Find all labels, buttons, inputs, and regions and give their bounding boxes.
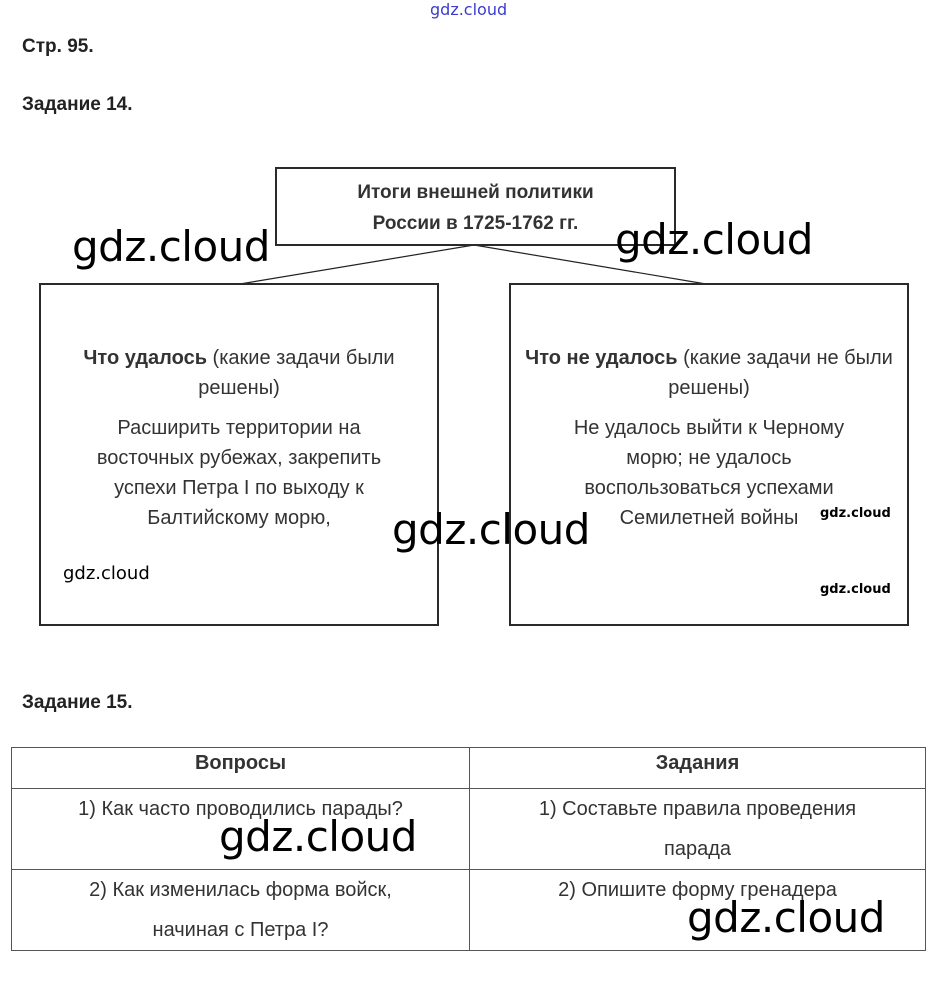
site-watermark: gdz.cloud	[430, 0, 508, 19]
root-line-2: России в 1725-1762 гг.	[372, 213, 579, 234]
task-15-title: Задание 15.	[22, 692, 133, 713]
watermark-mid: gdz.cloud	[63, 563, 150, 584]
watermark-big-3: gdz.cloud	[392, 505, 590, 554]
task-14-title: Задание 14.	[22, 94, 133, 115]
right-heading-bold: Что не удалось	[525, 347, 678, 369]
table-header-row	[12, 748, 926, 789]
connector-left	[240, 245, 474, 284]
left-heading-rest: (какие задачи были решены)	[198, 347, 395, 399]
question-1-text: 1) Как часто проводились парады?	[78, 798, 403, 820]
root-line-1: Итоги внешней политики	[357, 182, 594, 203]
watermark-small-2: gdz.cloud	[820, 582, 891, 597]
question-2-text: 2) Как изменилась форма войск, начиная с Петра I?	[89, 879, 392, 941]
table-header-questions: Вопросы	[12, 748, 470, 789]
table-cell-question-2	[12, 870, 470, 951]
table-cell-task-1	[470, 789, 926, 870]
right-body: Не удалось выйти к Черному морю; не удалось воспользоваться успехами Семилетней войны	[573, 417, 845, 529]
watermark-big-1: gdz.cloud	[72, 222, 270, 271]
right-heading-rest: (какие задачи не были решены)	[668, 347, 893, 399]
task-1-text: 1) Составьте правила проведения парада	[538, 798, 857, 860]
right-heading	[525, 343, 893, 403]
page-number-heading: Стр. 95.	[22, 36, 94, 57]
left-body: Расширить территории на восточных рубежах, закрепить успехи Петра I по выходу к Балтийскому морю,	[96, 417, 382, 529]
table-header-tasks: Задания	[470, 748, 926, 789]
table-row	[12, 789, 926, 870]
left-heading-bold: Что удалось	[83, 347, 207, 369]
left-heading	[55, 343, 423, 403]
task-2-text: 2) Опишите форму гренадера	[558, 879, 837, 901]
watermark-big-5: gdz.cloud	[687, 893, 885, 942]
watermark-big-2: gdz.cloud	[615, 215, 813, 264]
watermark-small-1: gdz.cloud	[820, 506, 891, 521]
watermark-big-4: gdz.cloud	[219, 812, 417, 861]
diagram-right-box	[509, 283, 909, 626]
